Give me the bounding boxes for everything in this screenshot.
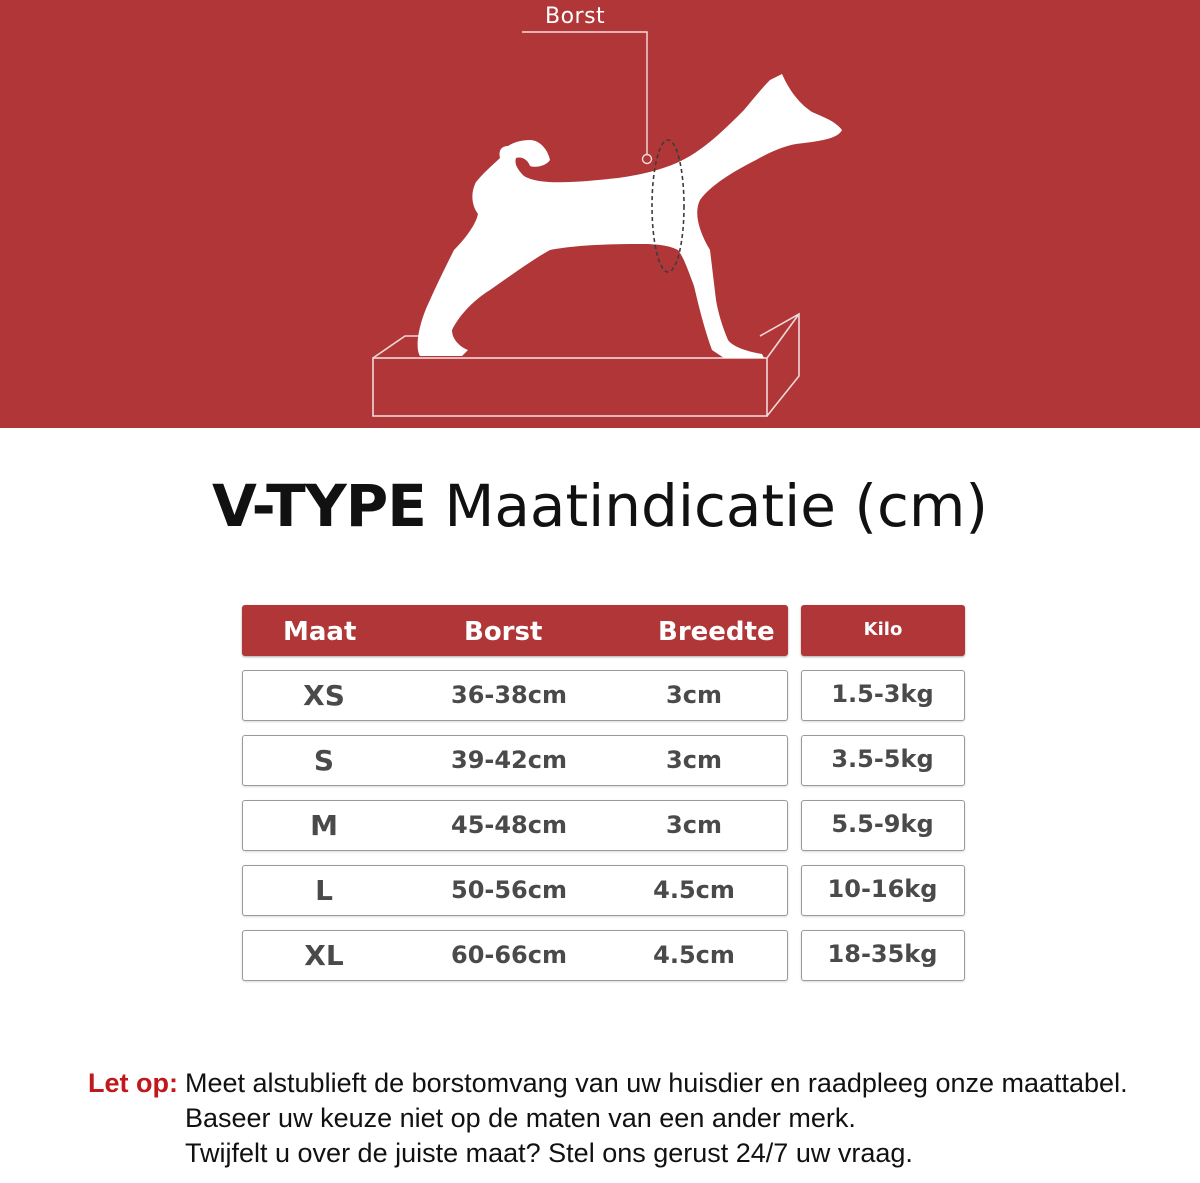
width-cell: 3cm bbox=[666, 746, 722, 774]
weight-row bbox=[801, 865, 965, 916]
weight-cell: 18-35kg bbox=[827, 940, 938, 968]
chest-cell: 60-66cm bbox=[451, 941, 567, 969]
weight-row bbox=[801, 670, 965, 721]
table-row bbox=[242, 735, 788, 786]
table-row bbox=[242, 865, 788, 916]
header-width: Breedte bbox=[658, 617, 775, 647]
measure-leader-line bbox=[522, 32, 647, 155]
header-weight: Kilo bbox=[863, 619, 903, 640]
weight-cell: 5.5-9kg bbox=[831, 810, 934, 838]
table-row bbox=[242, 930, 788, 981]
note-line: Meet alstublieft de borstomvang van uw huisdier en raadpleeg onze maattabel. bbox=[185, 1068, 1128, 1098]
page-title bbox=[0, 472, 1200, 540]
hero-banner bbox=[0, 0, 1200, 428]
note-lines bbox=[185, 1066, 1185, 1171]
title-bold: V-TYPE bbox=[211, 472, 426, 540]
header-size: Maat bbox=[283, 617, 357, 647]
width-cell: 4.5cm bbox=[653, 876, 735, 904]
chest-cell: 45-48cm bbox=[451, 811, 567, 839]
chest-cell: 50-56cm bbox=[451, 876, 567, 904]
size-cell: XS bbox=[303, 679, 345, 712]
weight-cell: 1.5-3kg bbox=[831, 680, 934, 708]
weight-row bbox=[801, 800, 965, 851]
measure-label: Borst bbox=[545, 4, 606, 29]
note-label: Let op: bbox=[88, 1068, 178, 1098]
width-cell: 3cm bbox=[666, 681, 722, 709]
title-regular: Maatindicatie (cm) bbox=[444, 472, 989, 540]
table-row bbox=[242, 670, 788, 721]
table-header-weight bbox=[801, 605, 965, 656]
note-line: Baseer uw keuze niet op de maten van een ander merk. bbox=[185, 1103, 856, 1133]
note-line: Twijfelt u over de juiste maat? Stel ons gerust 24/7 uw vraag. bbox=[185, 1138, 913, 1168]
width-cell: 3cm bbox=[666, 811, 722, 839]
weight-cell: 10-16kg bbox=[827, 875, 938, 903]
dog-silhouette bbox=[418, 74, 842, 358]
size-cell: XL bbox=[304, 939, 344, 972]
table-row bbox=[242, 800, 788, 851]
table-header bbox=[242, 605, 788, 656]
dog-illustration bbox=[0, 0, 1200, 428]
size-cell: L bbox=[315, 874, 333, 907]
size-cell: S bbox=[313, 744, 335, 777]
weight-row bbox=[801, 735, 965, 786]
size-cell: M bbox=[310, 809, 338, 842]
weight-cell: 3.5-5kg bbox=[831, 745, 934, 773]
header-chest: Borst bbox=[464, 617, 543, 647]
width-cell: 4.5cm bbox=[653, 941, 735, 969]
chest-cell: 39-42cm bbox=[451, 746, 567, 774]
chest-cell: 36-38cm bbox=[451, 681, 567, 709]
weight-row bbox=[801, 930, 965, 981]
